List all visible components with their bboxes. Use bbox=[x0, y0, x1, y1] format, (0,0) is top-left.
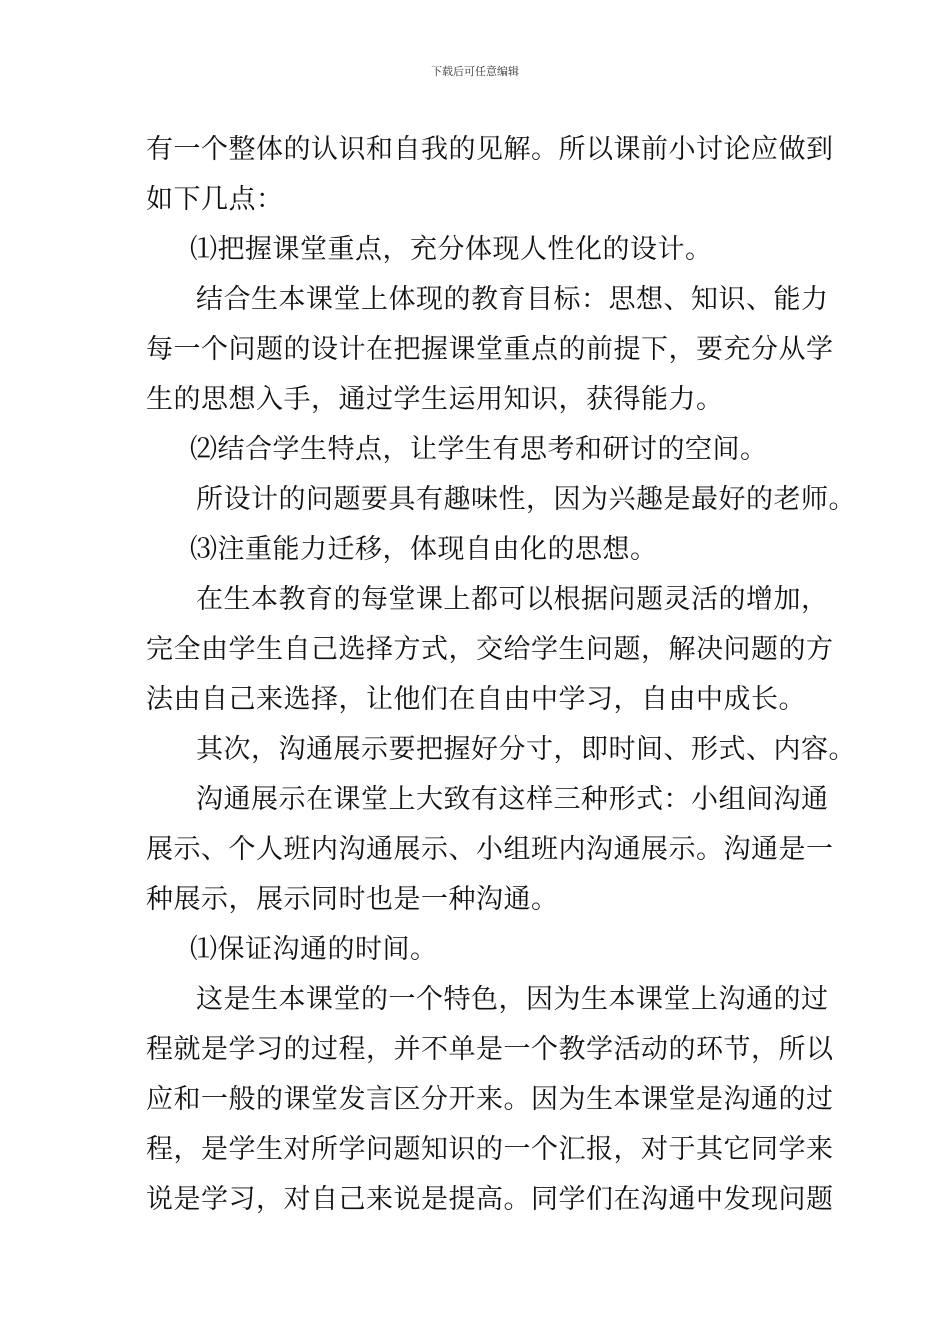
paragraph-line: 每一个问题的设计在把握课堂重点的前提下，要充分从学 bbox=[146, 334, 834, 365]
paragraph-line: 在生本教育的每堂课上都可以根据问题灵活的增加， bbox=[196, 584, 829, 615]
paragraph-line: 种展示，展示同时也是一种沟通。 bbox=[146, 884, 559, 915]
paragraph-line: 法由自己来选择，让他们在自由中学习，自由中成长。 bbox=[146, 684, 806, 715]
paragraph-line: 有一个整体的认识和自我的见解。所以课前小讨论应做到 bbox=[146, 134, 834, 165]
page-header: 下载后可任意编辑 bbox=[431, 65, 519, 78]
paragraph-line: 展示、个人班内沟通展示、小组班内沟通展示。沟通是一 bbox=[146, 834, 834, 865]
list-item-heading: ⑴保证沟通的时间。 bbox=[190, 934, 438, 965]
paragraph-line: 说是学习，对自己来说是提高。同学们在沟通中发现问题 bbox=[146, 1184, 834, 1215]
paragraph-line: 其次，沟通展示要把握好分寸，即时间、形式、内容。 bbox=[196, 734, 856, 765]
paragraph-line: 程就是学习的过程，并不单是一个教学活动的环节，所以 bbox=[146, 1034, 834, 1065]
paragraph-line: 这是生本课堂的一个特色，因为生本课堂上沟通的过 bbox=[196, 984, 829, 1015]
paragraph-line: 沟通展示在课堂上大致有这样三种形式：小组间沟通 bbox=[196, 784, 829, 815]
list-item-heading: ⑴把握课堂重点，充分体现人性化的设计。 bbox=[190, 234, 713, 265]
paragraph-line: 生的思想入手，通过学生运用知识，获得能力。 bbox=[146, 384, 724, 415]
paragraph-line: 所设计的问题要具有趣味性，因为兴趣是最好的老师。 bbox=[196, 484, 856, 515]
list-item-heading: ⑶注重能力迁移，体现自由化的思想。 bbox=[190, 534, 658, 565]
list-item-heading: ⑵结合学生特点，让学生有思考和研讨的空间。 bbox=[190, 434, 768, 465]
paragraph-line: 结合生本课堂上体现的教育目标：思想、知识、能力 bbox=[196, 284, 829, 315]
paragraph-line: 程，是学生对所学问题知识的一个汇报，对于其它同学来 bbox=[146, 1134, 834, 1165]
paragraph-line: 完全由学生自己选择方式，交给学生问题，解决问题的方 bbox=[146, 634, 834, 665]
paragraph-line: 如下几点： bbox=[146, 184, 284, 215]
paragraph-line: 应和一般的课堂发言区分开来。因为生本课堂是沟通的过 bbox=[146, 1084, 834, 1115]
